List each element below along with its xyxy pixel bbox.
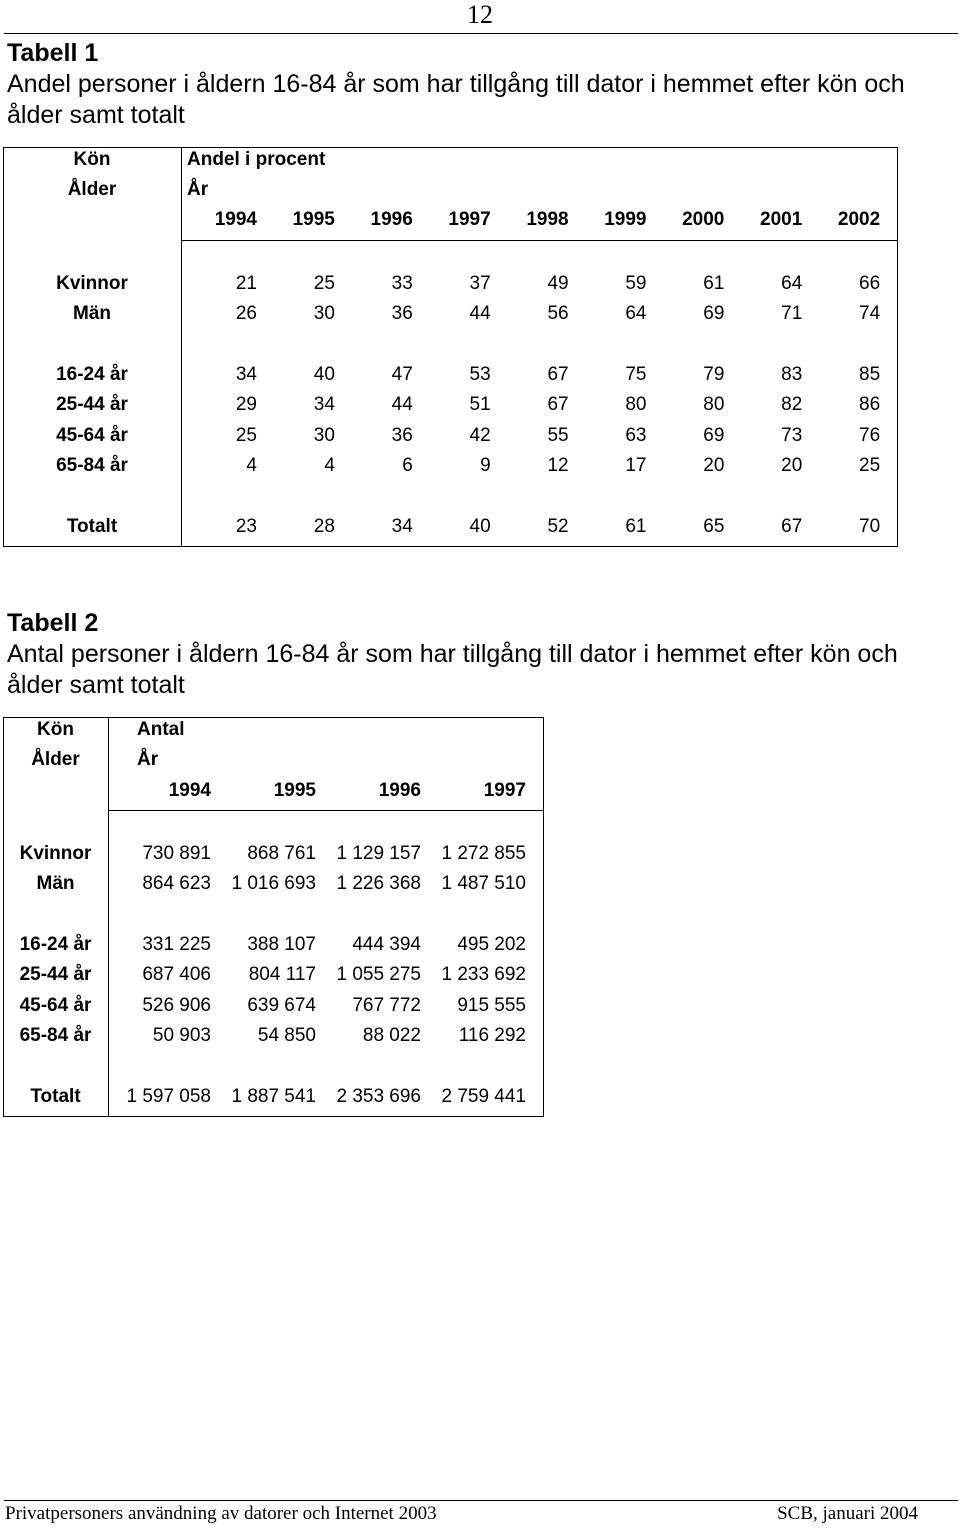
data-cell: 49 <box>547 273 569 294</box>
data-cell: 82 <box>781 394 803 415</box>
footer-rule <box>4 1500 958 1501</box>
data-cell: 4 <box>324 455 335 476</box>
data-cell: 1 272 855 <box>441 843 526 864</box>
data-cell: 444 394 <box>352 934 421 955</box>
row-label: 65-84 år <box>19 1025 92 1046</box>
data-cell: 25 <box>235 425 257 446</box>
year-column-header: 1994 <box>168 780 211 801</box>
data-cell: 1 016 693 <box>231 873 316 894</box>
data-cell: 864 623 <box>142 873 211 894</box>
data-cell: 9 <box>480 455 491 476</box>
data-cell: 20 <box>703 455 725 476</box>
header-rule <box>4 33 958 34</box>
row-label: 16-24 år <box>56 364 128 385</box>
data-cell: 80 <box>703 394 725 415</box>
row-label: Kvinnor <box>19 843 92 864</box>
stub-header-kon: Kön <box>37 719 74 740</box>
data-cell: 1 887 541 <box>231 1086 316 1107</box>
data-cell: 331 225 <box>142 934 211 955</box>
year-column-header: 1996 <box>370 209 413 230</box>
data-cell: 495 202 <box>457 934 526 955</box>
data-cell: 2 759 441 <box>441 1086 526 1107</box>
table2-header-rule <box>108 810 544 811</box>
data-cell: 69 <box>703 303 725 324</box>
data-cell: 34 <box>313 394 335 415</box>
data-cell: 33 <box>391 273 413 294</box>
table1-frame <box>3 147 898 547</box>
data-cell: 1 597 058 <box>126 1086 211 1107</box>
data-cell: 34 <box>235 364 257 385</box>
row-label: Män <box>36 873 75 894</box>
data-cell: 67 <box>547 394 569 415</box>
data-cell: 65 <box>703 516 725 537</box>
stub-header-alder: Ålder <box>31 749 80 770</box>
footer-publication: Privatpersoners användning av datorer och Internet 2003 <box>5 1503 437 1524</box>
data-cell: 47 <box>391 364 413 385</box>
table2-title: Antal personer i åldern 16-84 år som har tillgång till dator i hemmet efter kön och ålder samt totalt <box>7 640 898 699</box>
table1-stub-divider <box>181 147 182 547</box>
row-label: 25-44 år <box>19 964 92 985</box>
table2-frame <box>3 717 544 1117</box>
data-cell: 44 <box>391 394 413 415</box>
data-cell: 639 674 <box>247 995 316 1016</box>
data-cell: 526 906 <box>142 995 211 1016</box>
data-cell: 388 107 <box>247 934 316 955</box>
data-cell: 25 <box>859 455 881 476</box>
data-cell: 1 487 510 <box>441 873 526 894</box>
data-cell: 63 <box>625 425 647 446</box>
table2-stub-divider <box>108 717 109 1117</box>
data-cell: 17 <box>625 455 647 476</box>
table2-caption <box>7 608 947 701</box>
data-cell: 37 <box>469 273 491 294</box>
table2-label: Tabell 2 <box>7 609 99 637</box>
data-cell: 76 <box>859 425 881 446</box>
year-column-header: 1999 <box>604 209 647 230</box>
table1-label: Tabell 1 <box>7 39 99 67</box>
year-column-header: 1997 <box>483 780 526 801</box>
data-cell: 915 555 <box>457 995 526 1016</box>
stub-header-kon: Kön <box>73 149 111 170</box>
row-label: 45-64 år <box>56 425 128 446</box>
data-cell: 36 <box>391 425 413 446</box>
data-cell: 4 <box>246 455 257 476</box>
data-cell: 20 <box>781 455 803 476</box>
data-cell: 74 <box>859 303 881 324</box>
data-cell: 69 <box>703 425 725 446</box>
data-cell: 116 292 <box>458 1025 526 1046</box>
data-cell: 687 406 <box>142 964 211 985</box>
data-cell: 51 <box>469 394 491 415</box>
year-column-header: 2000 <box>682 209 725 230</box>
data-cell: 25 <box>313 273 335 294</box>
data-cell: 30 <box>313 425 335 446</box>
year-column-header: 2002 <box>837 209 881 230</box>
data-cell: 75 <box>625 364 647 385</box>
data-cell: 67 <box>547 364 569 385</box>
measure-header: Antal <box>137 719 185 740</box>
table1-header-rule <box>181 240 898 241</box>
data-cell: 868 761 <box>247 843 316 864</box>
data-cell: 59 <box>625 273 647 294</box>
data-cell: 83 <box>781 364 803 385</box>
data-cell: 30 <box>313 303 335 324</box>
data-cell: 79 <box>703 364 725 385</box>
year-column-header: 1997 <box>448 209 491 230</box>
data-cell: 61 <box>703 273 725 294</box>
row-label: Totalt <box>30 1086 81 1107</box>
data-cell: 21 <box>235 273 257 294</box>
data-cell: 44 <box>469 303 491 324</box>
data-cell: 1 226 368 <box>336 873 421 894</box>
row-label: 45-64 år <box>19 995 92 1016</box>
data-cell: 86 <box>859 394 881 415</box>
year-header: År <box>187 179 209 200</box>
data-cell: 34 <box>391 516 413 537</box>
data-cell: 42 <box>469 425 491 446</box>
data-cell: 52 <box>547 516 569 537</box>
data-cell: 53 <box>469 364 491 385</box>
data-cell: 50 903 <box>152 1025 211 1046</box>
data-cell: 67 <box>781 516 803 537</box>
data-cell: 66 <box>859 273 881 294</box>
year-column-header: 2001 <box>760 209 803 230</box>
data-cell: 40 <box>469 516 491 537</box>
stub-header-alder: Ålder <box>67 179 117 200</box>
data-cell: 29 <box>235 394 257 415</box>
year-column-header: 1998 <box>526 209 569 230</box>
data-cell: 71 <box>781 303 803 324</box>
row-label: 25-44 år <box>56 394 128 415</box>
data-cell: 6 <box>402 455 413 476</box>
table1-caption <box>7 38 947 131</box>
data-cell: 12 <box>547 455 569 476</box>
row-label: 65-84 år <box>56 455 128 476</box>
data-cell: 26 <box>235 303 257 324</box>
data-cell: 56 <box>547 303 569 324</box>
data-cell: 28 <box>313 516 335 537</box>
data-cell: 1 233 692 <box>441 964 526 985</box>
data-cell: 64 <box>781 273 803 294</box>
data-cell: 36 <box>391 303 413 324</box>
data-cell: 804 117 <box>248 964 316 985</box>
data-cell: 1 055 275 <box>336 964 421 985</box>
row-label: Kvinnor <box>56 273 128 294</box>
row-label: Män <box>73 303 111 324</box>
data-cell: 88 022 <box>362 1025 421 1046</box>
data-cell: 80 <box>625 394 647 415</box>
data-cell: 54 850 <box>257 1025 316 1046</box>
year-header: År <box>137 749 159 770</box>
data-cell: 1 129 157 <box>336 843 421 864</box>
year-column-header: 1994 <box>214 209 257 230</box>
year-column-header: 1995 <box>273 780 316 801</box>
data-cell: 61 <box>625 516 647 537</box>
data-cell: 767 772 <box>352 995 421 1016</box>
data-cell: 64 <box>625 303 647 324</box>
data-cell: 730 891 <box>142 843 211 864</box>
data-cell: 2 353 696 <box>336 1086 421 1107</box>
footer-publisher: SCB, januari 2004 <box>777 1503 918 1524</box>
page-number: 12 <box>467 0 493 29</box>
data-cell: 73 <box>781 425 803 446</box>
row-label: 16-24 år <box>19 934 92 955</box>
row-label: Totalt <box>66 516 118 537</box>
measure-header: Andel i procent <box>187 149 326 170</box>
data-cell: 23 <box>235 516 257 537</box>
year-column-header: 1995 <box>292 209 335 230</box>
data-cell: 40 <box>313 364 335 385</box>
data-cell: 55 <box>547 425 569 446</box>
data-cell: 85 <box>859 364 881 385</box>
year-column-header: 1996 <box>378 780 421 801</box>
table1-title: Andel personer i åldern 16-84 år som har tillgång till dator i hemmet efter kön och ålder samt totalt <box>7 70 905 129</box>
data-cell: 70 <box>859 516 881 537</box>
